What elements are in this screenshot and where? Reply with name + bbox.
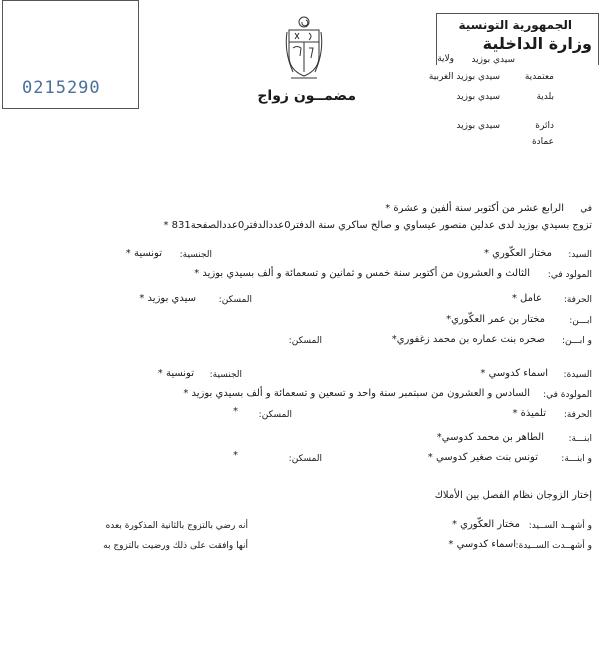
bride-residence: *: [233, 406, 238, 417]
bride-mother-residence-label: المسكن:: [288, 454, 322, 464]
republic-title: الجمهورية التونسية: [458, 18, 572, 32]
groom-mother: صحره بنت عماره بن محمد زغفوري*: [391, 334, 545, 345]
marriage-line: تزوج بسيدي بوزيد لدى عدلين منصور عيساوي و صالح ساكري سنة الدفتر0عددالدفتر0عددالصفحة831 *: [163, 220, 592, 231]
groom-residence-label: المسكن:: [218, 295, 252, 305]
bride-residence-label: المسكن:: [258, 410, 292, 420]
tunisia-emblem-icon: [283, 14, 325, 84]
delegation-label: معتمدية: [524, 72, 554, 82]
bride-name-label: السيدة:: [563, 370, 592, 380]
bride-birth: السادس و العشرون من سبتمبر سنة واحد و تسعين و تسعمائة و ألف بسيدي بوزيد *: [183, 388, 530, 399]
groom-testimony-name: مختار العكّوري *: [451, 519, 520, 530]
bride-statement: أنها وافقت على ذلك ورضيت بالتزوج به: [103, 541, 248, 551]
delegation-value: سيدي بوزيد الغربية: [428, 72, 500, 82]
district-label: دائرة: [535, 121, 554, 131]
groom-testimony-label: و أشهــد الســيد:: [528, 521, 592, 531]
groom-job-label: الحرفة:: [563, 295, 592, 305]
bride-job-label: الحرفة:: [563, 410, 592, 420]
bride-job: تلميذة *: [512, 408, 546, 419]
groom-birth-label: المولود في:: [547, 270, 592, 280]
groom-residence: سيدي بوزيد *: [139, 293, 196, 304]
bride-testimony-name: اسماء كدوسي *: [448, 539, 516, 550]
groom-father-label: ابـــن:: [569, 316, 592, 326]
groom-birth: الثالث و العشرون من أكتوبر سنة خمس و ثمانين و تسعمائة و ألف بسيدي بوزيد *: [194, 268, 530, 279]
groom-statement: أنه رضي بالتزوج بالثانية المذكورة بعده: [105, 521, 248, 531]
bride-nationality: تونسية *: [157, 368, 194, 379]
state-value: سيدي بوزيد: [471, 55, 515, 65]
imada-label: عمادة: [531, 137, 554, 147]
bride-name: اسماء كدوسي *: [480, 368, 548, 379]
bride-mother-residence: *: [233, 450, 238, 461]
state-label: ولاية: [437, 54, 454, 64]
bride-testimony-label: و أشهــدت الســيدة:: [515, 541, 592, 551]
municipality-value: سيدي بوزيد: [456, 92, 500, 102]
bride-father-label: ابنـــة:: [568, 434, 592, 444]
groom-nationality-label: الجنسية:: [179, 250, 212, 260]
bride-birth-label: المولودة في:: [543, 390, 592, 400]
groom-father: مختار بن عمر العكّوري*: [446, 314, 545, 325]
groom-mother-residence-label: المسكن:: [288, 336, 322, 346]
district-value: سيدي بوزيد: [456, 121, 500, 131]
bride-mother: تونس بنت صغير كدوسي *: [427, 452, 538, 463]
groom-name-label: السيد:: [568, 250, 592, 260]
marriage-date: الرابع عشر من أكتوبر سنة ألفين و عشرة *: [385, 203, 564, 214]
document-title: مضمــون زواج: [257, 88, 356, 104]
property-regime: إختار الزوجان نظام الفصل بين الأملاك: [434, 490, 592, 501]
groom-job: عامل *: [511, 293, 542, 304]
ministry-title: وزارة الداخلية: [482, 34, 592, 53]
bride-nationality-label: الجنسية:: [209, 370, 242, 380]
municipality-label: بلدية: [536, 92, 554, 102]
bride-father: الطاهر بن محمد كدوسي*: [436, 432, 544, 443]
bride-mother-label: و ابنـــة:: [561, 454, 592, 464]
groom-name: مختار العكّوري *: [483, 248, 552, 259]
groom-nationality: تونسية *: [125, 248, 162, 259]
groom-mother-label: و ابـــن:: [561, 336, 592, 346]
fi-label: في: [580, 204, 592, 214]
serial-number: 0215290: [22, 78, 101, 98]
